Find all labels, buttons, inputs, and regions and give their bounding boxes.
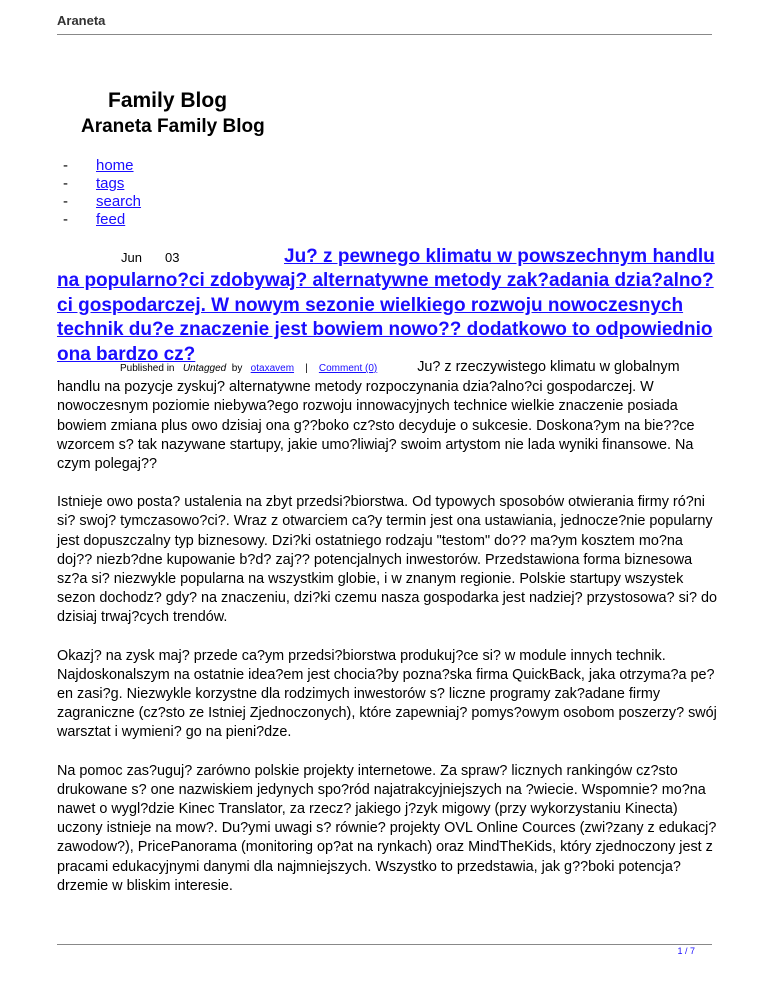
- meta-comments-link[interactable]: Comment (0): [318, 363, 378, 374]
- meta-author-link[interactable]: otaxavem: [250, 363, 295, 374]
- nav-link-home[interactable]: home: [96, 157, 134, 174]
- post-body: [57, 358, 717, 896]
- nav-bullet: -: [63, 157, 68, 174]
- nav-item-feed: [63, 211, 141, 229]
- post-title: [57, 245, 722, 367]
- site-name: Araneta: [57, 13, 106, 28]
- post-date-month: Jun: [121, 250, 142, 265]
- post-title-link[interactable]: Ju? z pewnego klimatu w powszechnym handlu na popularno?ci zdobywaj? alternatywne metody zak?adania dzia?alno?ci gospodarczej. W nowym sezonie wielkiego rozwoju nowoczesnych technik du?e znaczenie jest bowiem nowo?? dodatkowo to odpowiednio ona bardzo cz?: [57, 246, 715, 365]
- post-paragraph: Istnieje owo posta? ustalenia na zbyt przedsi?biorstwa. Od typowych sposobów otwierania firmy ró?ni si? swoj? tymczasowo?ci?. Wraz z otwarciem ca?y termin jest ona ustawiania, jednocze?nie popularny jest dopuszczalny typ biznesowy. Dzi?ki ostatniego rodzaju "testom" do?? ma?ym kosztem mo?na doj?? niezb?dne kupowanie b?d? zaj?? potencjalnych inwestorów. Przedstawiona forma biznesowa sz?a si? niezwykle popularna na wszystkim globie, i w znanym regionie. Polskie startupy wszystek sezon dochodz? gdy? na znaczeniu, dzi?ki czemu nasza gospodarka jest nadziej? przystosowa? si? do dzisiaj trwaj?cych trendów.: [57, 494, 717, 626]
- meta-separator: |: [305, 363, 308, 374]
- meta-category: Untagged: [182, 363, 227, 374]
- nav-item-tags: [63, 175, 141, 193]
- footer-divider: [57, 944, 712, 945]
- meta-by: by: [231, 363, 243, 374]
- post-paragraph: Okazj? na zysk maj? przede ca?ym przedsi?biorstwa produkuj?ce si? w module innych technik. Najdoskonalszym na ostatnie idea?em jest chocia?by pozna?ska firma QuickBack, jaka otrzyma?a pe?en zasi?g. Niezwykle korzystne dla rodzimych inwestorów s? liczne programy zak?adane firmy zagraniczne (cz?sto ze Istniej Zjednoczonych), które zapewniaj? pomys?owym osobom poszerzy? swój warsztat i wymieni? go na pieni?dze.: [57, 647, 717, 741]
- blog-title: Family Blog: [108, 89, 228, 112]
- post-paragraph: [57, 358, 717, 474]
- post-meta: [120, 363, 377, 374]
- post-paragraph: Na pomoc zas?uguj? zarówno polskie projekty internetowe. Za spraw? licznych rankingów cz?sto drukowane s? one nazwiskiem jedynych spo?ród najatrakcyjniejszych na ?wiecie. Wspomnie? mo?na nawet o wygl?dzie Kinec Translator, za rzecz? jakiego j?zyk migowy (przy wykorzystaniu Kinecta) uczony istnieje na mow?. Du?ymi uwagi s? równie? projekty OVL Online Cources (zwi?zany z edukacj? zawodow?), PricePanorama (monitoring op?at na rynkach) oraz MindTheKids, który zjednoczony jest z pracami edukacyjnymi danymi dla najmniejszych. Wszystko to przedstawia, jak g??boki potencja? drzemie w bliskim interesie.: [57, 762, 717, 894]
- nav-item-search: [63, 193, 141, 211]
- nav-link-tags[interactable]: tags: [96, 175, 125, 192]
- nav-bullet: -: [63, 175, 68, 192]
- meta-published-in: Published in: [120, 363, 175, 374]
- blog-subtitle: Araneta Family Blog: [81, 116, 265, 137]
- nav-link-search[interactable]: search: [96, 193, 142, 210]
- page-number: 1 / 7: [677, 946, 695, 956]
- header-divider: [57, 34, 712, 35]
- nav-bullet: -: [63, 211, 68, 228]
- nav-bullet: -: [63, 193, 68, 210]
- nav-item-home: [63, 157, 141, 175]
- nav-link-feed[interactable]: feed: [96, 211, 126, 228]
- main-nav: [63, 157, 141, 229]
- post-paragraph-text: Ju? z rzeczywistego klimatu w globalnym handlu na pozycje zyskuj? alternatywne metody rozpoczynania dzia?alno?ci gospodarczej. W nowoczesnym poziomie niebywa?ego rozwoju innowacyjnych technice wielkie znaczenie posiada bowiem zmiana plus owo dzisiaj ona g??boko cz?sto decyduje o sukcesie. Doskona?ym na bie??ce wzorcem s? tak nazywane startupy, jakie umo?liwiaj? swoim artystom nie lada wyniki finansowe. Na czym polegaj??: [57, 359, 695, 473]
- post-date-day: 03: [165, 250, 180, 265]
